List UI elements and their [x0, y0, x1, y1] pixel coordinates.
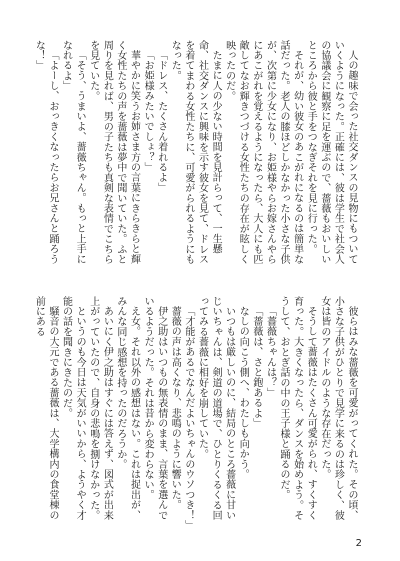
dialogue-line: 「才能があるでなんだよいちゃんのウソつき！」: [182, 306, 194, 531]
paragraph: え女。それ以外の感想はない。これは捉出が、みんな同じ感想を持ったのだろうか。: [114, 296, 140, 521]
top-text-block: [33, 40, 358, 274]
dialogue-line: 「よーし、おっきくなったらお兄さんと踊ろうな！」: [33, 40, 58, 265]
bottom-text-block: [33, 296, 358, 531]
paragraph: たまに人の少ない時間を見計らって、一生懸命、社交ダンスに興味を示す彼女を見て、ドレスを着てまわる女性たちに、可愛がられるようにもなった。: [169, 40, 222, 265]
paragraph: 伊之助はいつもの無表情のまま、言葉を選んでいるようだった。それは昔から変わらない。: [142, 296, 167, 521]
paragraph: いつもは厳しいのに、結局のところ薔薇に甘いじいちゃんは、剣道の道場で、ひとりくるくる回ってみる薔薇に相好を崩していた。: [196, 296, 235, 521]
dialogue-line: 「お姫様みたいでしょ？」: [142, 50, 154, 173]
paragraph: 彼らはみな薔薇を可愛がってくれた。その頃、小さな子供がひとりで見学に来るのは珍しく、彼女は皆のアイドルのような存在だった。: [318, 296, 357, 521]
page-number: 2: [355, 538, 362, 549]
paragraph: 人の趣味で会った社交ダンスの見物にもついていくようになった。正確には、彼は学生で社会人の協議会に観察に足を運ぶので、薔薇もおいしいところから彼と手をつなぎそれを見に行った。: [305, 40, 357, 265]
paragraph: 薔薇の声は高くなり、悲鳴のように響いた。: [169, 306, 181, 510]
paragraph: というのも今日は天気がいいから、ようやく才能の話を聞きにきたのだ。: [60, 296, 86, 521]
dialogue-line: 「薔薇は、さと鉋あるよ」: [250, 306, 262, 429]
dialogue-line: 「そう、うまいよ、薔薇ちゃん。もっと上手になれるよ」: [60, 40, 86, 265]
paragraph: なしの向こう側へ、わたしも向かう。: [237, 306, 249, 480]
dialogue-line: 「薔薇ちゃんは？」: [264, 306, 276, 398]
paragraph: それが、幼い彼女のあこがれになるのは簡単な話だった。老人の膝ほどしかなかった小さな子供が、次第に少女になり、お姫様やらお嫁さんやらにあこがれを覚えるようになったら、大人にも匹敵してなお輝きつづける女性たちの存在が眩しく映ったのだ。: [223, 40, 303, 265]
paragraph: そうして薔薇はたくさん可愛がられ、すくすく育った。大きくなったら、ダンスを始めよう。そうして、おとぎ話の中の王子様と踊るのだ。: [278, 296, 317, 521]
paragraph: あいにく伊之助はすぐには答えず、図式が出来上がっていたので、自身の悲鳴を捌けなかった。: [87, 296, 113, 521]
paragraph: 騒音の大元である薔薇は、大学構内の食堂棟の前にある: [33, 296, 58, 521]
paragraph: 華やかに笑うお姉さま方の言葉にきらきらと輝く女性たちの声を薔薇は夢中で聞いていた。ふと周りを見れば、男の子たちも真剣な表情でこちらを見ていた。: [87, 40, 140, 265]
dialogue-line: 「ドレス、たくさん着れるよ」: [155, 50, 167, 193]
